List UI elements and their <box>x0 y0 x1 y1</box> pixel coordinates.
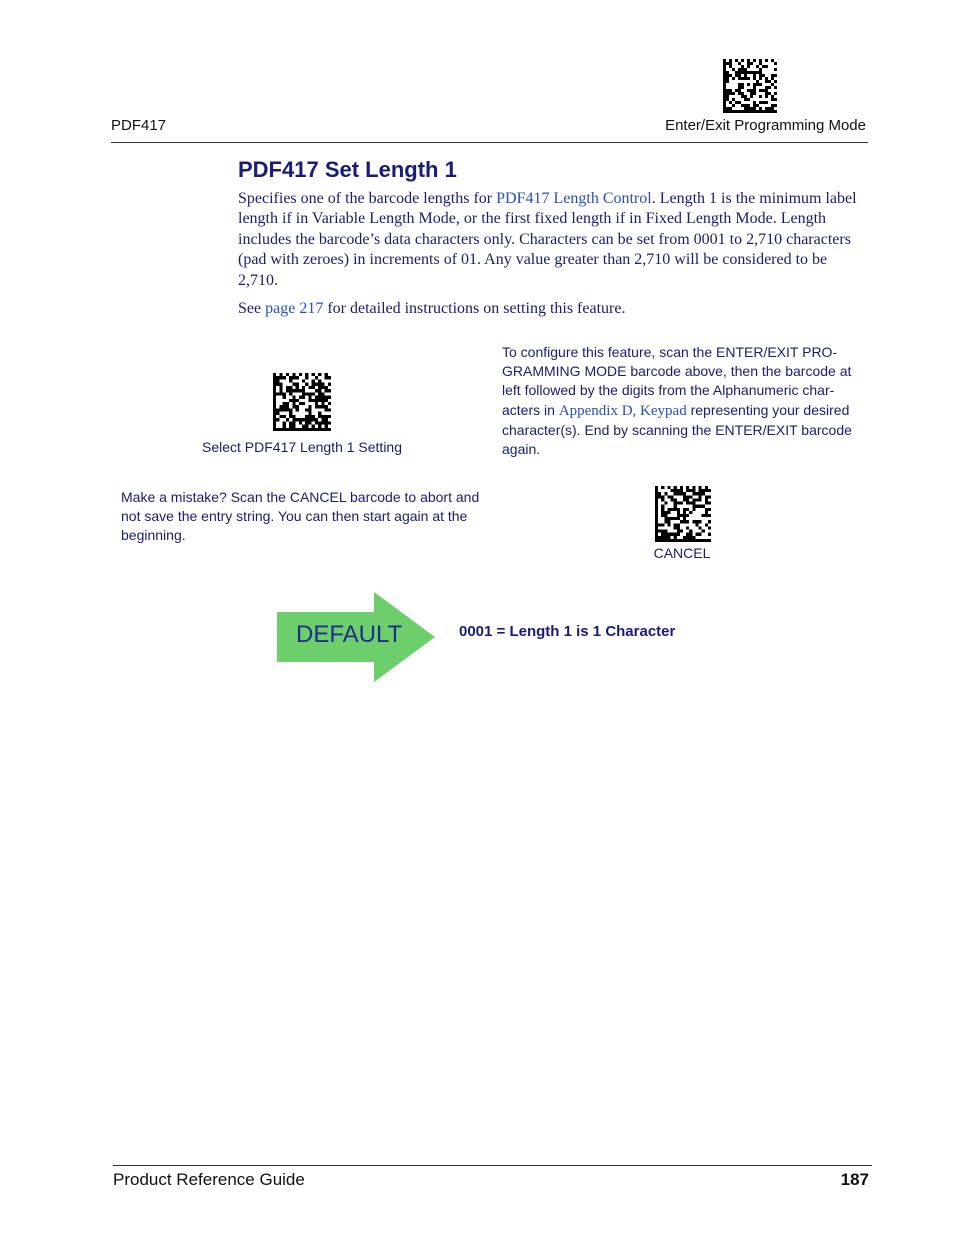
page-217-link[interactable]: page 217 <box>265 300 324 318</box>
footer-divider <box>113 1165 872 1166</box>
select-length-caption: Select PDF417 Length 1 Setting <box>201 439 403 455</box>
cancel-caption: CANCEL <box>653 545 711 561</box>
description-block <box>238 189 860 327</box>
page-title: PDF417 Set Length 1 <box>238 157 457 182</box>
see-prefix: See <box>238 300 266 318</box>
header-mode-label: Enter/Exit Programming Mode <box>665 117 866 134</box>
see-suffix: for detailed instructions on setting this feature. <box>323 300 626 318</box>
config-instructions <box>502 343 868 459</box>
footer-guide-title: Product Reference Guide <box>113 1170 305 1189</box>
description-intro: Specifies one of the barcode lengths for <box>238 190 497 207</box>
cancel-barcode-icon <box>655 486 711 542</box>
config-part1: To configure this feature, scan the ENTER/EXIT PRO-GRAMMING MODE barcode above, then the barcode at left followed by the digits from the Alphanumeric char-acters in <box>502 344 852 418</box>
length-control-link[interactable]: PDF417 Length Control <box>496 190 652 207</box>
mistake-instructions: Make a mistake? Scan the CANCEL barcode to abort and not save the entry string. You can then start again at the beginning. <box>121 489 480 543</box>
page-number: 187 <box>840 1170 869 1189</box>
header-section-label: PDF417 <box>111 117 167 134</box>
select-length-barcode-icon <box>273 373 331 431</box>
enter-exit-barcode-icon <box>723 59 777 113</box>
appendix-keypad-link[interactable]: Appendix D, Keypad <box>558 402 687 419</box>
header-divider <box>111 142 868 143</box>
description-paragraph <box>238 189 860 291</box>
see-paragraph <box>238 299 860 319</box>
config-part2: representing your desired character(s). End by scanning the ENTER/EXIT barcode again. <box>502 401 852 458</box>
description-rest: . Length 1 is the minimum label length if in Variable Length Mode, or the first fixed length if in Fixed Length Mode. Length includes the barcode’s data characters only. Characters can be set from 0001 to 2,710 characters (pad with zeroes) in increments of 01. Any value greater than 2,710 will be considered to be 2,710. <box>238 190 857 289</box>
default-value: 0001 = Length 1 is 1 Character <box>459 623 676 640</box>
default-label: DEFAULT <box>296 621 403 648</box>
